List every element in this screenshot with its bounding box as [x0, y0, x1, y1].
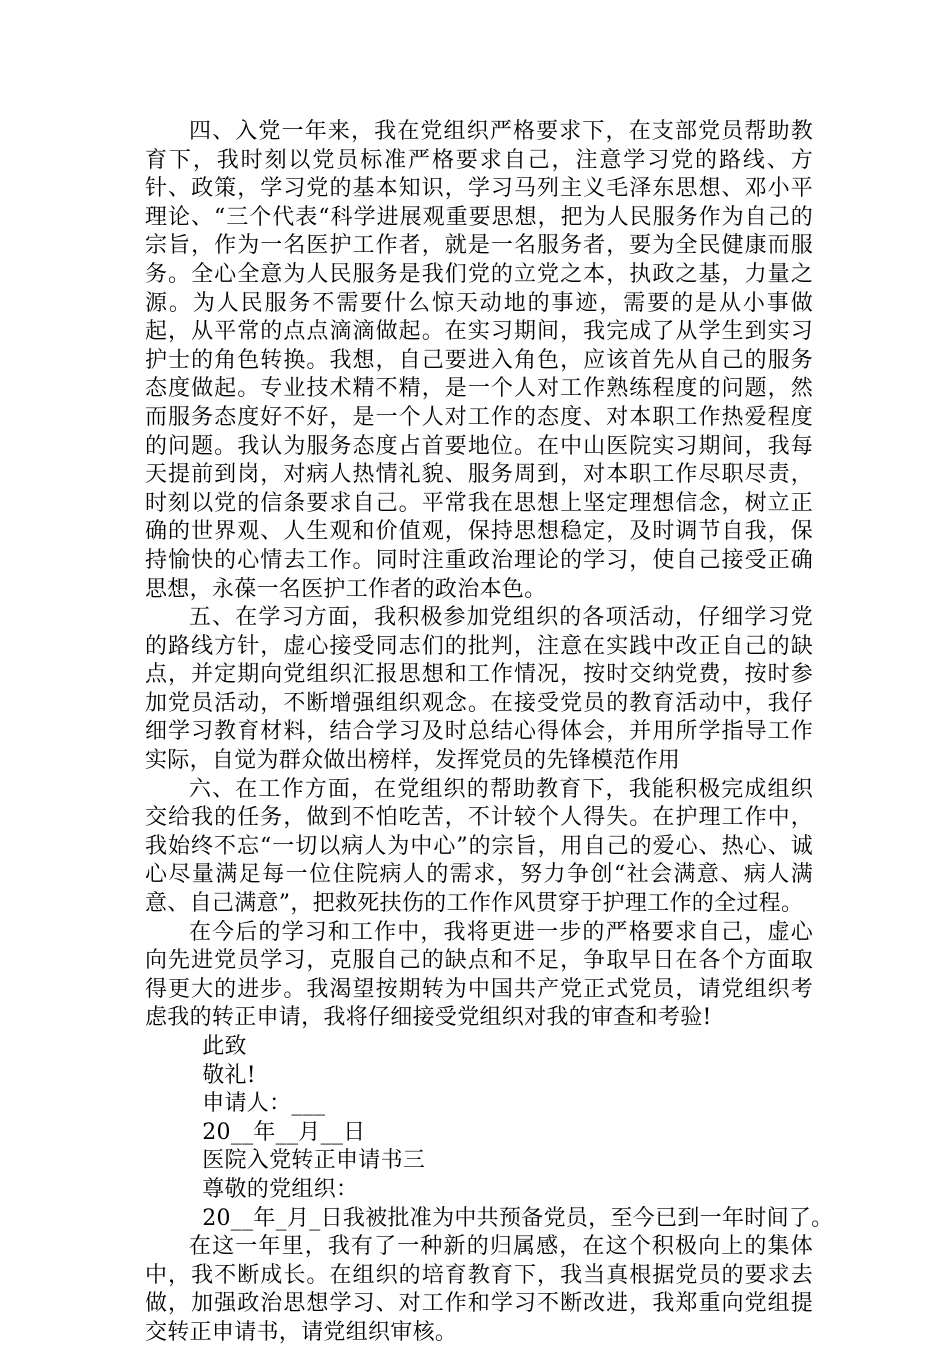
salutation-line: 此致 [202, 1034, 247, 1059]
section-title: 医院入党转正申请书三 [202, 1148, 426, 1174]
paragraph-six: 六、在工作方面，在党组织的帮助教育下，我能积极完成组织交给我的任务，做到不怕吃苦，不计较个人得失。在护理工作中，我始终不忘“一切以病人为中心”的宗旨，用自己的爱心、热心、诚心尽量满足每一位住院病人的需求，努力争创“社会满意、病人满意、自己满意”，把救死扶伤的工作作风贯穿于护理工作的全过程。 [145, 776, 813, 917]
paragraph-five: 五、在学习方面，我积极参加党组织的各项活动，仔细学习党的路线方针，虚心接受同志们的批判，注意在实践中改正自己的缺点，并定期向党组织汇报思想和工作情况，按时交纳党费，按时参加党员活动，不断增强组织观念。在接受党员的教育活动中，我仔细学习教育材料，结合学习及时总结心得体会，并用所学指导工作实际，自觉为群众做出榜样，发挥党员的先锋模范作用 [145, 605, 813, 774]
paragraph-final: 在这一年里，我有了一种新的归属感，在这个积极向上的集体中，我不断成长。在组织的培育教育下，我当真根据党员的要求去做，加强政治思想学习、对工作和学习不断改进，我郑重向党组提交转正申请书，请党组织审核。 [145, 1234, 813, 1345]
date-line: 20__年__月__日 [202, 1119, 366, 1145]
approval-date-line: 20__年_月_日我被批准为中共预备党员，至今已到一年时间了。 [202, 1205, 834, 1231]
document-page [145, 118, 834, 1348]
regards-line: 敬礼! [202, 1062, 256, 1088]
paragraph-future: 在今后的学习和工作中，我将更进一步的严格要求自己，虚心向先进党员学习，克服自己的缺点和不足，争取早日在各个方面取得更大的进步。我渴望按期转为中国共产党正式党员，请党组织考虑我的转正申请，我将仔细接受党组织对我的审查和考验! [145, 919, 813, 1031]
greeting-line: 尊敬的党组织： [202, 1176, 359, 1202]
paragraph-four: 四、入党一年来，我在党组织严格要求下，在支部党员帮助教育下，我时刻以党员标准严格要求自己，注意学习党的路线、方针、政策，学习党的基本知识，学习马列主义毛泽东思想、邓小平理论、“三个代表“科学进展观重要思想，把为人民服务作为自己的宗旨，作为一名医护工作者，就是一名服务者，要为全民健康而服务。全心全意为人民服务是我们党的立党之本，执政之基，力量之源。为人民服务不需要什么惊天动地的事迹，需要的是从小事做起，从平常的点点滴滴做起。在实习期间，我完成了从学生到实习护士的角色转换。我想，自己要进入角色，应该首先从自己的服务态度做起。专业技术精不精，是一个人对工作熟练程度的问题，然而服务态度好不好，是一个人对工作的态度、对本职工作热爱程度的问题。我认为服务态度占首要地位。在中山医院实习期间，我每天提前到岗，对病人热情礼貌、服务周到，对本职工作尽职尽责，时刻以党的信条要求自己。平常我在思想上坚定理想信念，树立正确的世界观、人生观和价值观，保持思想稳定，及时调节自我，保持愉快的心情去工作。同时注重政治理论的学习，使自己接受正确思想，永葆一名医护工作者的政治本色。 [145, 119, 813, 602]
applicant-line: 申请人：___ [202, 1091, 326, 1117]
